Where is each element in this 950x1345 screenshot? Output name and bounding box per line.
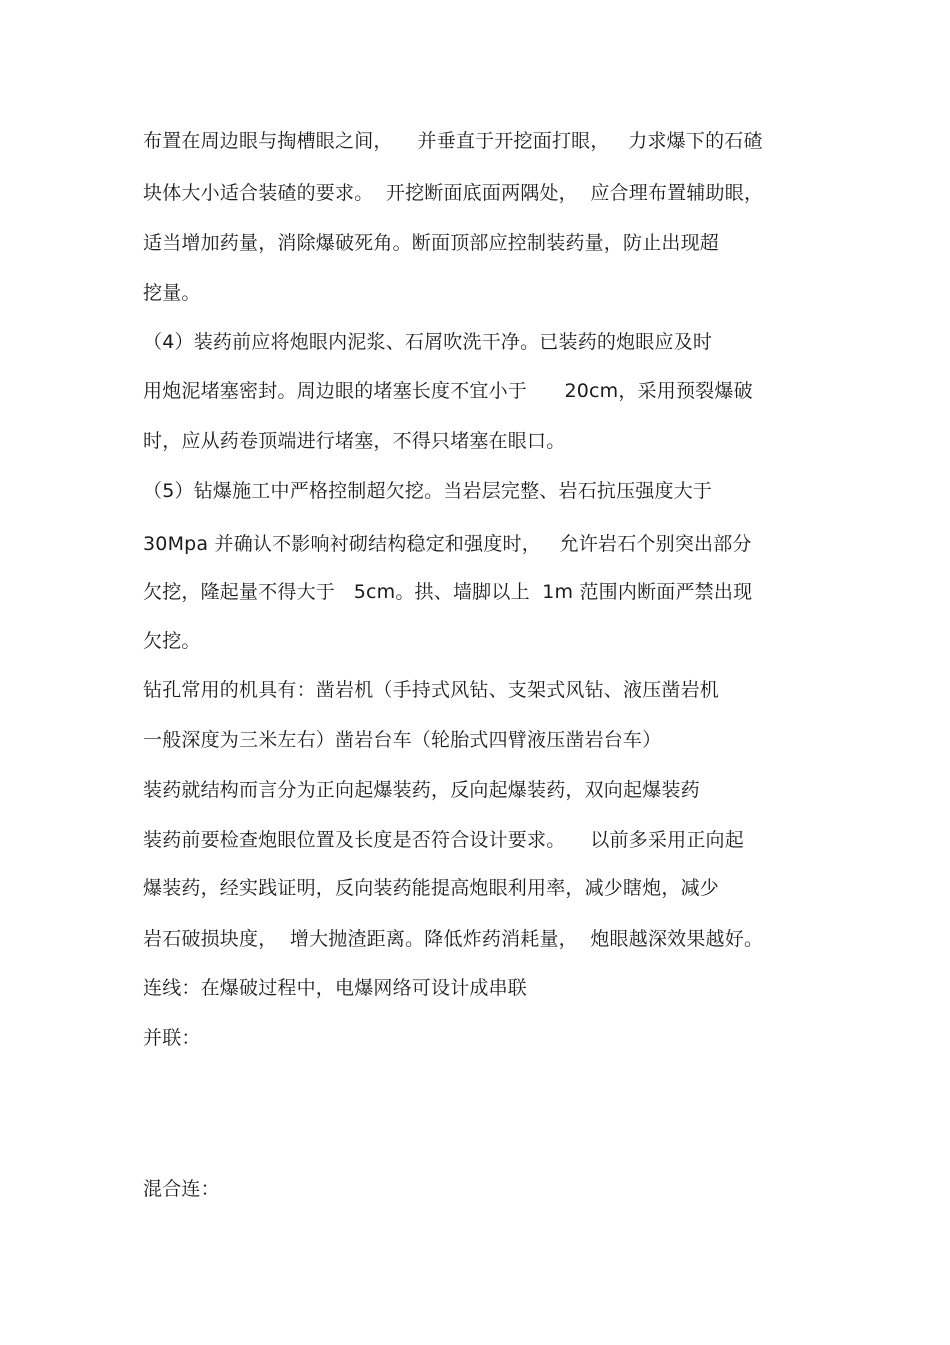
text-line: （4）装药前应将炮眼内泥浆、石屑吹洗干净。已装药的炮眼应及时	[143, 331, 713, 353]
text-line: 时，应从药卷顶端进行堵塞，不得只堵塞在眼口。	[143, 430, 566, 452]
text-line: 并联：	[143, 1027, 201, 1049]
text-line: 一般深度为三米左右）凿岩台车（轮胎式四臂液压凿岩台车）	[143, 729, 662, 751]
text-line: 欠挖。	[143, 630, 201, 652]
text-line: 爆装药，经实践证明，反向装药能提高炮眼利用率，减少瞎炮，减少	[143, 877, 720, 899]
text-line: 30Mpa 并确认不影响衬砌结构稳定和强度时， 允许岩石个别突出部分	[143, 533, 752, 555]
text-line: 钻孔常用的机具有：凿岩机（手持式风钻、支架式风钻、液压凿岩机	[143, 679, 720, 701]
text-line: 布置在周边眼与掏槽眼之间， 并垂直于开挖面打眼， 力求爆下的石碴	[143, 130, 763, 152]
text-line: （5）钻爆施工中严格控制超欠挖。当岩层完整、岩石抗压强度大于	[143, 480, 713, 502]
text-line: 挖量。	[143, 282, 201, 304]
text-line: 混合连：	[143, 1178, 220, 1200]
text-line: 装药前要检查炮眼位置及长度是否符合设计要求。 以前多采用正向起	[143, 829, 744, 851]
text-line: 欠挖，隆起量不得大于 5cm。拱、墙脚以上 1m 范围内断面严禁出现	[143, 581, 753, 603]
text-line: 装药就结构而言分为正向起爆装药，反向起爆装药，双向起爆装药	[143, 779, 700, 801]
text-line: 适当增加药量，消除爆破死角。断面顶部应控制装药量，防止出现超	[143, 232, 720, 254]
text-line: 块体大小适合装碴的要求。 开挖断面底面两隅处， 应合理布置辅助眼，	[143, 182, 764, 204]
text-line: 连线：在爆破过程中，电爆网络可设计成串联	[143, 977, 528, 999]
text-line: 岩石破损块度， 增大抛渣距离。降低炸药消耗量， 炮眼越深效果越好。	[143, 928, 764, 950]
text-line: 用炮泥堵塞密封。周边眼的堵塞长度不宜小于 20cm，采用预裂爆破	[143, 380, 753, 402]
